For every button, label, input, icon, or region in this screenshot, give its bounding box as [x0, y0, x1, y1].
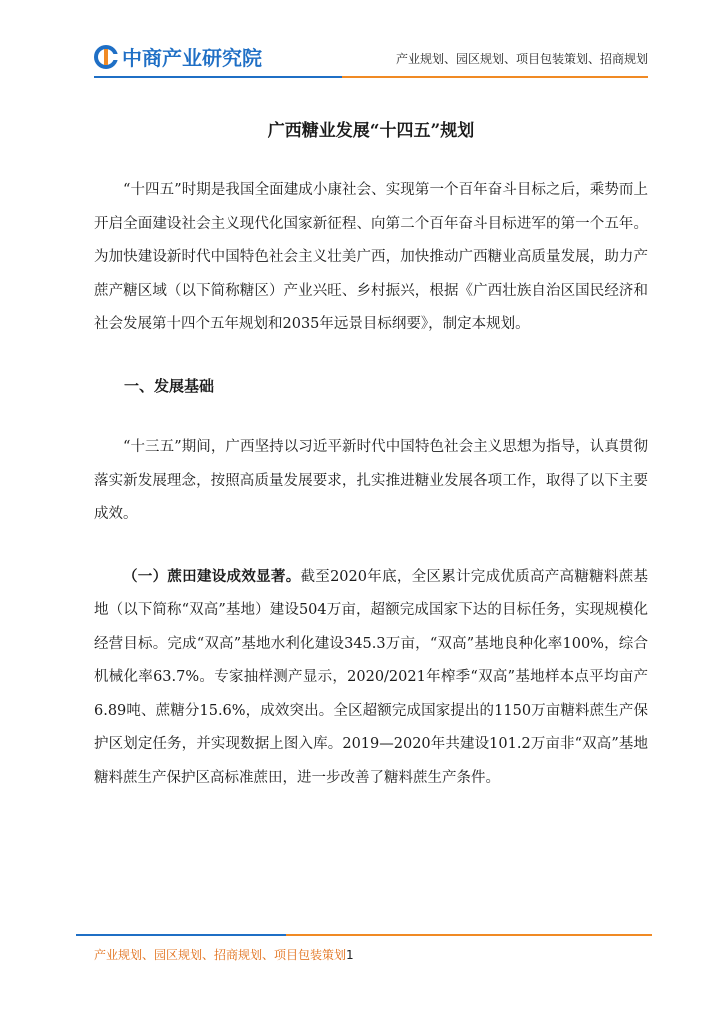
page-footer — [94, 946, 354, 963]
footer-text: 产业规划、园区规划、招商规划、项目包装策划 — [94, 948, 347, 962]
intro-paragraph: “十四五”时期是我国全面建成小康社会、实现第一个百年奋斗目标之后，乘势而上开启全面建设社会主义现代化国家新征程、向第二个百年奋斗目标进军的第一个五年。为加快建设新时代中国特色社会主义壮美广西，加快推动广西糖业高质量发展，助力产蔗产糖区域（以下简称糖区）产业兴旺、乡村振兴，根据《广西壮族自治区国民经济和社会发展第十四个五年规划和2035年远景目标纲要》，制定本规划。 — [94, 182, 648, 332]
item-body: 截至2020年底，全区累计完成优质高产高糖糖料蔗基地（以下简称“双高”基地）建设504万亩，超额完成国家下达的目标任务，实现规模化经营目标。完成“双高”基地水利化建设345.3万亩，“双高”基地良种化率100%，综合机械化率63.7%。专家抽样测产显示，2020/2021年榨季“双高”基地样本点平均亩产6.89吨、蔗糖分15.6%，成效突出。全区超额完成国家提出的1150万亩糖料蔗生产保护区划定任务，并实现数据上图入库。2019—2020年共建设101.2万亩非“双高”基地糖料蔗生产保护区高标准蔗田，进一步改善了糖料蔗生产条件。 — [94, 568, 649, 786]
header-rule-orange — [342, 76, 648, 78]
page-number: 1 — [346, 948, 354, 962]
page-header — [0, 0, 724, 90]
item-lead: （一）蔗田建设成效显著。 — [123, 567, 301, 585]
document-title: 广西糖业发展“十四五”规划 — [267, 121, 475, 141]
document-body — [94, 118, 648, 795]
section-paragraph: “十三五”期间，广西坚持以习近平新时代中国特色社会主义思想为指导，认真贯彻落实新发展理念，按照高质量发展要求，扎实推进糖业发展各项工作，取得了以下主要成效。 — [94, 439, 648, 522]
header-rule-blue — [94, 76, 342, 78]
logo-text: 中商产业研究院 — [122, 46, 262, 70]
item-paragraph — [94, 560, 648, 796]
footer-rule-blue — [76, 934, 286, 936]
header-tagline: 产业规划、园区规划、项目包装策划、招商规划 — [395, 52, 648, 66]
logo-icon — [94, 45, 118, 69]
footer-rule-orange — [286, 934, 652, 936]
company-logo — [94, 42, 262, 71]
section-heading: 一、发展基础 — [124, 376, 215, 395]
